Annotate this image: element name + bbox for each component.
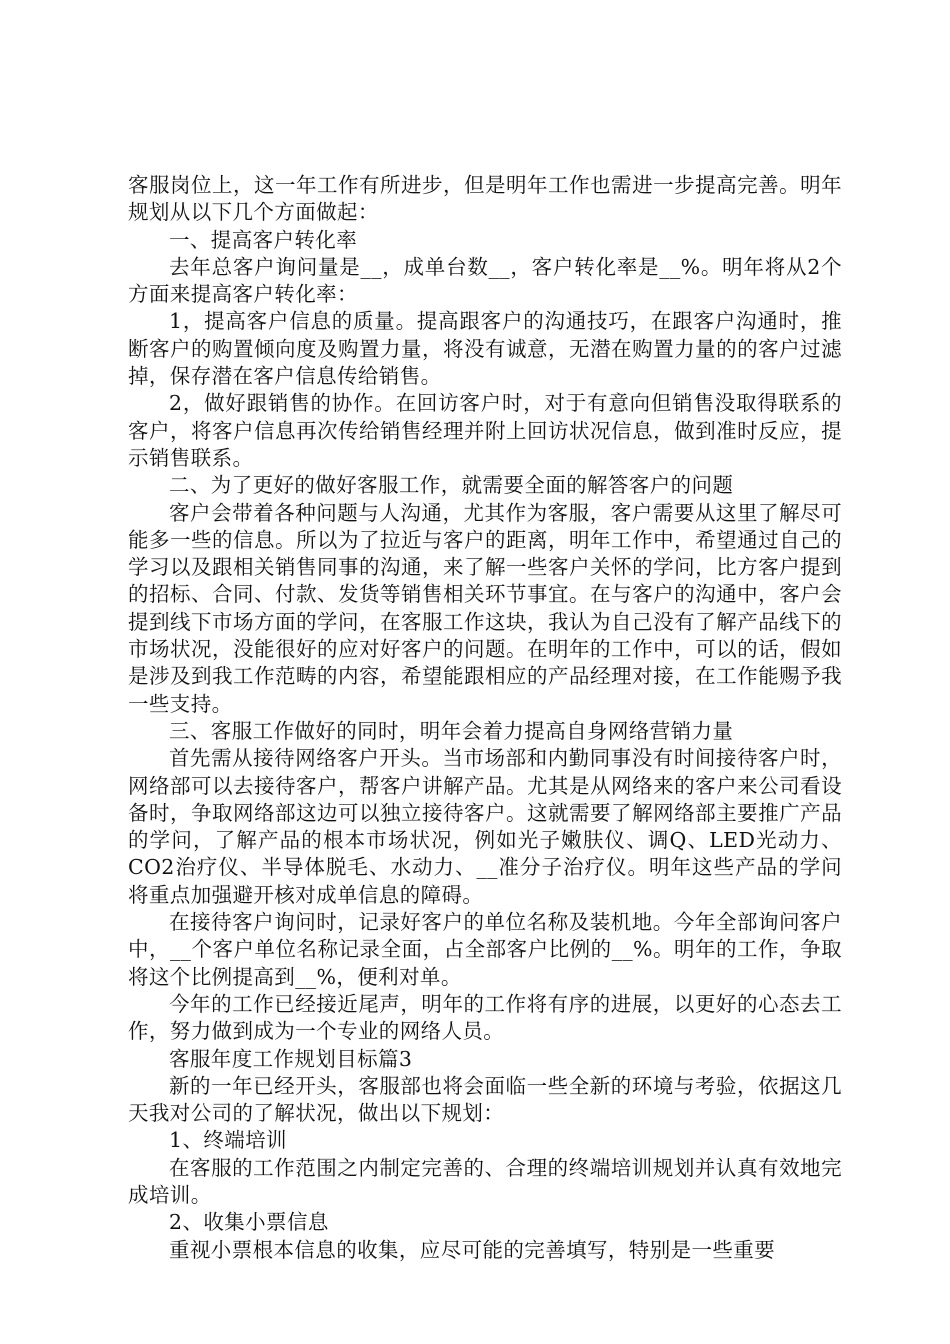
paragraph: 新的一年已经开头，客服部也将会面临一些全新的环境与考验，依据这几天我对公司的了解状况，做出以下规划： [128,1073,842,1126]
paragraph: 去年总客户询问量是__，成单台数__，客户转化率是__%。明年将从2个方面来提高客户转化率： [128,254,842,307]
document-body [128,172,842,1264]
paragraph: 首先需从接待网络客户开头。当市场部和内勤同事没有时间接待客户时，网络部可以去接待客户，帮客户讲解产品。尤其是从网络来的客户来公司看设备时，争取网络部这边可以独立接待客户。这就需要了解网络部主要推广产品的学问，了解产品的根本市场状况，例如光子嫩肤仪、调Q、LED光动力、CO2治疗仪、半导体脱毛、水动力、__准分子治疗仪。明年这些产品的学问将重点加强避开核对成单信息的障碍。 [128,746,842,907]
paragraph: 客户会带着各种问题与人沟通，尤其作为客服，客户需要从这里了解尽可能多一些的信息。所以为了拉近与客户的距离，明年工作中，希望通过自己的学习以及跟相关销售同事的沟通，来了解一些客户关怀的学问，比方客户提到的招标、合同、付款、发货等销售相关环节事宜。在与客户的沟通中，客户会提到线下市场方面的学问，在客服工作这块，我认为自己没有了解产品线下的市场状况，没能很好的应对好客户的问题。在明年的工作中，可以的话，假如是涉及到我工作范畴的内容，希望能跟相应的产品经理对接，在工作能赐予我一些支持。 [128,500,842,716]
paragraph: 2，做好跟销售的协作。在回访客户时，对于有意向但销售没取得联系的客户，将客户信息再次传给销售经理并附上回访状况信息，做到准时反应，提示销售联系。 [128,391,842,470]
paragraph: 一、提高客户转化率 [169,227,358,252]
paragraph: 1、终端培训 [169,1128,287,1153]
paragraph: 客服岗位上，这一年工作有所进步，但是明年工作也需进一步提高完善。明年规划从以下几个方面做起： [128,173,842,225]
paragraph: 重视小票根本信息的收集，应尽可能的完善填写，特别是一些重要 [169,1237,776,1262]
paragraph: 今年的工作已经接近尾声，明年的工作将有序的进展，以更好的心态去工作，努力做到成为一个专业的网络人员。 [128,991,842,1044]
paragraph: 2、收集小票信息 [169,1210,329,1235]
paragraph: 三、客服工作做好的同时，明年会着力提高自身网络营销力量 [169,718,734,743]
paragraph: 客服年度工作规划目标篇3 [169,1046,413,1071]
paragraph: 1，提高客户信息的质量。提高跟客户的沟通技巧，在跟客户沟通时，推断客户的购置倾向度及购置力量，将没有诚意，无潜在购置力量的的客户过滤掉，保存潜在客户信息传给销售。 [128,309,842,389]
paragraph: 在客服的工作范围之内制定完善的、合理的终端培训规划并认真有效地完成培训。 [128,1155,842,1207]
paragraph: 二、为了更好的做好客服工作，就需要全面的解答客户的问题 [169,473,734,498]
paragraph: 在接待客户询问时，记录好客户的单位名称及装机地。今年全部询问客户中，__个客户单位名称记录全面，占全部客户比例的__%。明年的工作，争取将这个比例提高到__%，便利对单。 [128,910,842,989]
